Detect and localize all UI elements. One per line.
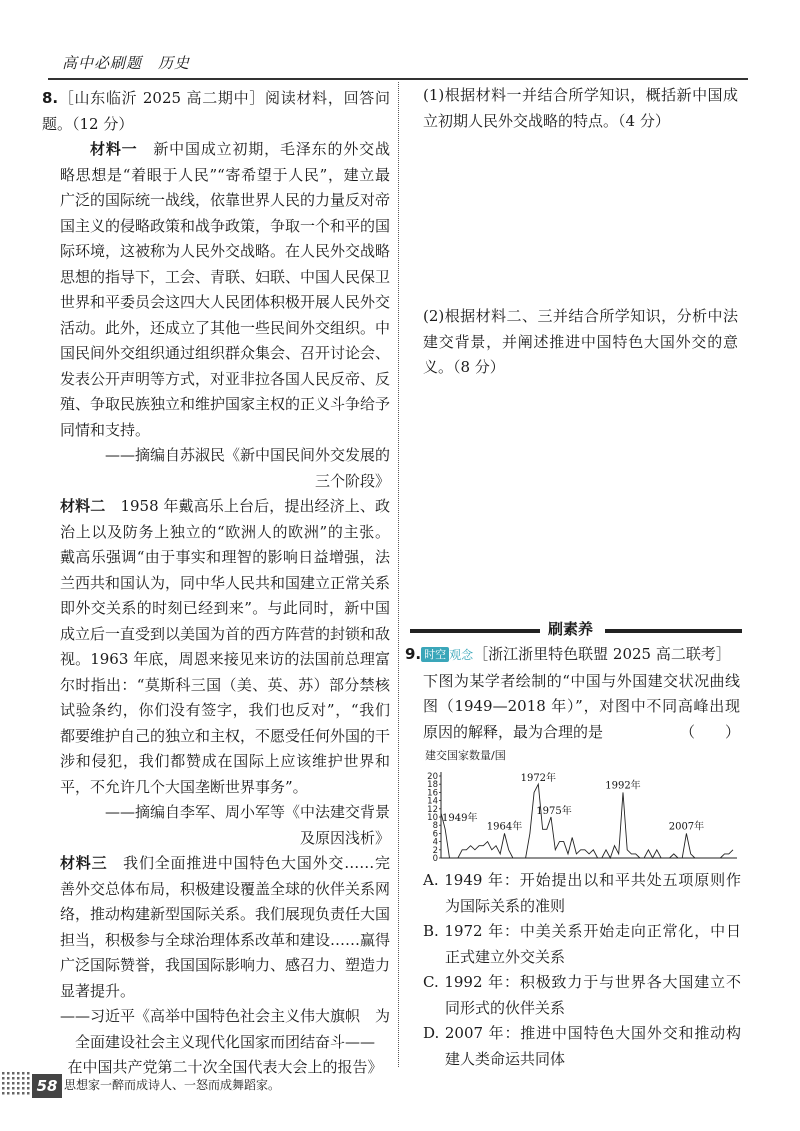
running-header: 高中必刷题 历史 bbox=[62, 54, 191, 72]
subquestion-1: (1)根据材料一并结合所学知识，概括新中国成立初期人民外交战略的特点。（4 分） bbox=[423, 86, 738, 130]
footer-dot bbox=[2, 1087, 5, 1090]
q9-stem-text: 下图为某学者绘制的“中国与外国建交状况曲线图（1949—2018 年）”，对图中不同高峰出现原因的解释，最为合理的是 bbox=[423, 671, 740, 741]
footer-dot bbox=[27, 1082, 30, 1085]
tag-shikong: 时空 bbox=[421, 647, 449, 662]
q9-stem bbox=[405, 669, 740, 746]
section-banner bbox=[410, 618, 742, 640]
y-tick-label: 0 bbox=[432, 854, 438, 864]
y-tick-label: 20 bbox=[427, 772, 438, 782]
diplomatic-relations-chart bbox=[423, 770, 741, 870]
peak-label: 1949年 bbox=[442, 812, 478, 824]
peak-label: 2007年 bbox=[668, 821, 705, 833]
option-d[interactable]: D. 2007 年：推进中国特色大国外交和推动构建人类命运共同体 bbox=[423, 1024, 741, 1068]
material-3-source-c: 在中国共产党第二十次全国代表大会上的报告》 bbox=[67, 1058, 383, 1076]
footer-dot bbox=[7, 1082, 10, 1085]
y-tick-label: 4 bbox=[432, 837, 438, 848]
column-divider bbox=[398, 82, 399, 1067]
footer-dot bbox=[2, 1082, 5, 1085]
y-tick-label: 10 bbox=[427, 813, 438, 823]
material-3-text: 我们全面推进中国特色大国外交……完善外交总体布局，积极建设覆盖全球的伙伴关系网络，推动构建新型国际关系。我们展现负责任大国担当，积极参与全球治理体系改革和建设……赢得广泛国际赞誉，我国国际影响力、感召力、塑造力显著提升。 bbox=[60, 854, 391, 1000]
q9-header bbox=[405, 642, 740, 669]
footer-dot bbox=[12, 1082, 15, 1085]
q8-header bbox=[42, 86, 390, 137]
footer-dot bbox=[27, 1092, 30, 1095]
subquestion-2: (2)根据材料二、三并结合所学知识，分析中法建交背景，并阐述推进中国特色大国外交的意义。（8 分） bbox=[423, 307, 738, 376]
footer-dot bbox=[7, 1092, 10, 1095]
page-number: 58 bbox=[32, 1074, 62, 1098]
footer-dot bbox=[12, 1072, 15, 1075]
tag-guannian: 观念 bbox=[449, 648, 474, 662]
answer-paren[interactable]: （ ） bbox=[679, 722, 740, 741]
q8-number: 8. bbox=[42, 89, 59, 107]
footer-dot bbox=[2, 1077, 5, 1080]
footer-dot bbox=[22, 1072, 25, 1075]
q8-source: ［山东临沂 2025 高二期中］阅读材料，回答问题。（12 分） bbox=[42, 89, 390, 133]
material-3-source-a: ——习近平《高举中国特色社会主义伟大旗帜 为 bbox=[60, 1007, 391, 1025]
y-tick-label: 2 bbox=[432, 845, 438, 856]
peak-label: 1972年 bbox=[520, 773, 557, 785]
footer-dot bbox=[2, 1072, 5, 1075]
footer-dot bbox=[2, 1092, 5, 1095]
footer-dot bbox=[27, 1087, 30, 1090]
footer-dot bbox=[7, 1072, 10, 1075]
y-tick-label: 16 bbox=[427, 788, 438, 799]
material-3-label: 材料三 bbox=[60, 854, 108, 872]
option-c[interactable]: C. 1992 年：积极致力于与世界各大国建立不同形式的伙伴关系 bbox=[423, 973, 741, 1017]
header-rule bbox=[48, 78, 748, 80]
footer-quote: 思想家一醉而成诗人、一怒而成舞蹈家。 bbox=[64, 1078, 281, 1092]
material-2 bbox=[60, 494, 390, 800]
footer-dot bbox=[17, 1087, 20, 1090]
chart-ylabel: 建交国家数量/国 bbox=[425, 749, 506, 762]
q9-options bbox=[423, 868, 741, 1072]
answer-space-1[interactable] bbox=[423, 134, 738, 304]
question-8-materials bbox=[42, 86, 391, 1081]
footer-dot bbox=[12, 1077, 15, 1080]
footer-dot bbox=[17, 1082, 20, 1085]
footer-dot bbox=[22, 1092, 25, 1095]
question-8-subquestions bbox=[423, 83, 738, 381]
banner-line-right bbox=[605, 629, 742, 633]
q9-source: ［浙江浙里特色联盟 2025 高二联考］ bbox=[473, 645, 731, 663]
material-2-source-b: 及原因浅析》 bbox=[299, 828, 390, 847]
material-2-source-a: ——摘编自李军、周小军等《中法建交背景 bbox=[104, 803, 390, 821]
footer-dot bbox=[17, 1092, 20, 1095]
option-a[interactable]: A. 1949 年：开始提出以和平共处五项原则作为国际关系的准则 bbox=[423, 871, 741, 915]
footer-dot bbox=[12, 1087, 15, 1090]
footer-dot bbox=[17, 1077, 20, 1080]
peak-label: 1992年 bbox=[605, 780, 641, 792]
banner-line-left bbox=[410, 629, 542, 633]
y-tick-label: 18 bbox=[427, 780, 438, 791]
footer-dot bbox=[27, 1072, 30, 1075]
y-tick-label: 14 bbox=[427, 796, 438, 807]
footer-dot bbox=[12, 1092, 15, 1095]
y-tick-label: 6 bbox=[432, 829, 438, 840]
material-1 bbox=[60, 137, 390, 443]
material-1-source-b: 三个阶段》 bbox=[314, 471, 390, 490]
material-1-text: 新中国成立初期，毛泽东的外交战略思想是“着眼于人民”“寄希望于人民”，建立最广泛的国际统一战线，依靠世界人民的力量反对帝国主义的侵略政策和战争政策，争取一个和平的国际环境，这被称为人民外交战略。在人民外交战略思想的指导下，工会、青联、妇联、中国人民保卫世界和平委员会这四大人民团体积极开展人民外交活动。此外，还成立了其他一些民间外交组织。中国民间外交组织通过组织群众集会、召开讨论会、发表公开声明等方式，对亚非拉各国人民反帝、反殖、争取民族独立和维护国家主权的正义斗争给予同情和支持。 bbox=[60, 140, 391, 439]
footer-dot bbox=[17, 1072, 20, 1075]
peak-label: 1975年 bbox=[536, 806, 572, 817]
q9-number: 9. bbox=[405, 645, 422, 663]
question-9 bbox=[405, 642, 740, 745]
material-1-source-a: ——摘编自苏淑民《新中国民间外交发展的 bbox=[104, 446, 390, 464]
footer-dot bbox=[22, 1087, 25, 1090]
option-b[interactable]: B. 1972 年：中美关系开始走向正常化，中日正式建立外交关系 bbox=[423, 922, 741, 966]
material-2-text: 1958 年戴高乐上台后，提出经济上、政治上以及防务上独立的“欧洲人的欧洲”的主张。戴高乐强调“由于事实和理智的影响日益增强，法兰西共和国认为，同中华人民共和国建立正常关系即外交关系的时刻已经到来”。与此同时，新中国成立后一直受到以美国为首的西方阵营的封锁和敌视。1963 年底，周恩来接见来访的法国前总理富尔时指出：“莫斯科三国（美、英、苏）部分禁核试验条约，你们没有签字，我们也反对”，“我们都要维护自己的独立和主权，不愿受任何外国的干涉和侵犯，我们都赞成在国际上应该维护世界和平，不允许几个大国垄断世界事务”。 bbox=[60, 497, 391, 796]
footer-dot bbox=[22, 1077, 25, 1080]
footer-dot bbox=[7, 1077, 10, 1080]
material-3-source-b: 全面建设社会主义现代化国家而团结奋斗—— bbox=[74, 1032, 375, 1051]
material-3 bbox=[60, 851, 390, 1004]
material-1-label: 材料一 bbox=[90, 140, 138, 158]
footer-dot bbox=[27, 1077, 30, 1080]
y-tick-label: 8 bbox=[432, 821, 438, 832]
y-tick-label: 12 bbox=[427, 804, 438, 815]
footer-dot bbox=[22, 1082, 25, 1085]
peak-label: 1964年 bbox=[486, 821, 523, 833]
material-2-label: 材料二 bbox=[60, 497, 106, 515]
section-label: 刷素养 bbox=[540, 618, 601, 640]
footer-dot bbox=[7, 1087, 10, 1090]
